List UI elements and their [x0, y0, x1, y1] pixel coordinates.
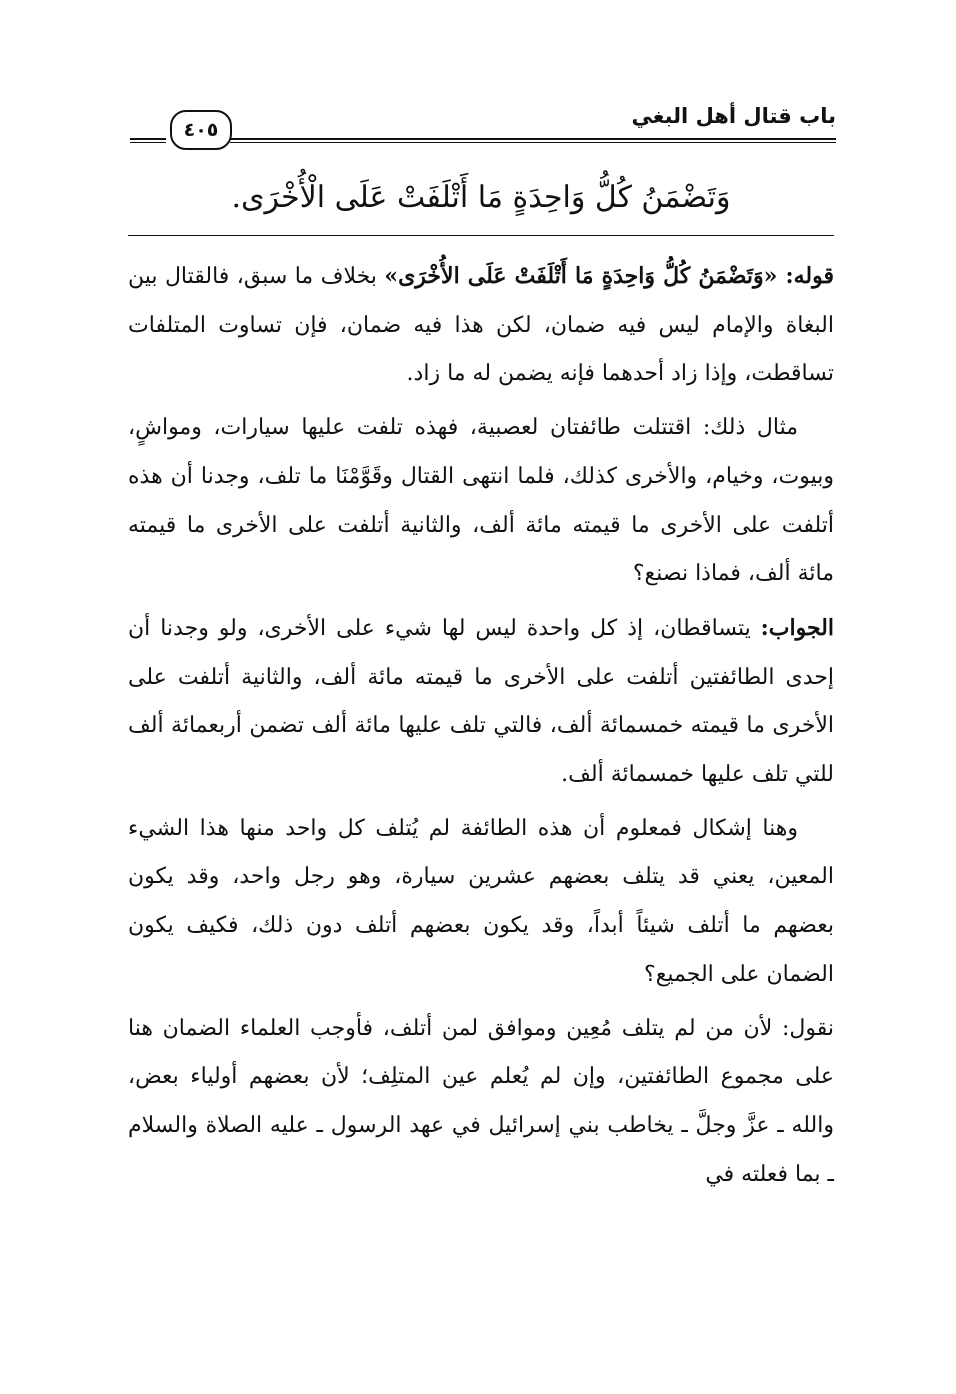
chapter-title: باب قتال أهل البغي [631, 104, 836, 128]
paragraph-1 [128, 252, 834, 399]
commentary-body [128, 252, 834, 1204]
paragraph-lead: قوله: [785, 263, 834, 289]
paragraph-2 [128, 404, 834, 599]
paragraph-4 [128, 805, 834, 1000]
paragraph-text: وهنا إشكال فمعلوم أن هذه الطائفة لم يُتلف كل واحد منها هذا الشيء المعين، يعني قد يتلف بعضهم عشرين سيارة، وهو رجل واحد، وقد يكون بعضهم ما أتلف شيئاً أبداً، وقد يكون بعضهم أتلف دون ذلك، فكيف يكون الضمان على الجميع؟ [128, 815, 834, 987]
paragraph-5 [128, 1005, 834, 1200]
paragraph-text: بخلاف ما سبق، فالقتال بين البغاة والإمام ليس فيه ضمان، لكن هذا فيه ضمان، فإن تساوت المتلفات تساقطت، وإذا زاد أحدهما فإنه يضمن له ما زاد. [128, 264, 834, 387]
paragraph-text: نقول: لأن من لم يتلف مُعِين وموافق لمن أتلف، فأوجب العلماء الضمان هنا على مجموع الطائفتين، وإن لم يُعلم عين المتلِف؛ لأن بعضهم أولياء بعض، والله ـ عزَّ وجلَّ ـ يخاطب بني إسرائيل في عهد الرسول ـ عليه الصلاة والسلام ـ بما فعلته في [128, 1015, 834, 1187]
page-number-frame [170, 110, 232, 150]
page-number: ٤٠٥ [183, 119, 219, 141]
matn-quote: «وَتَضْمَنُ كُلُّ وَاحِدَةٍ مَا أَتْلَفَتْ عَلَى الأُخْرَى» [384, 263, 786, 289]
header-rule-short [130, 138, 166, 143]
page-header [128, 98, 836, 148]
paragraph-lead: الجواب: [760, 614, 834, 641]
header-rule [230, 138, 836, 143]
matn-divider [128, 235, 834, 236]
paragraph-text: مثال ذلك: اقتتلت طائفتان لعصبية، فهذه تلفت عليها سيارات، ومواشٍ، وبيوت، وخيام، والأخرى كذلك، فلما انتهى القتال وقَوَّمْنَا ما تلف، وجدنا أن هذه أتلفت على الأخرى ما قيمته مائة ألف، والثانية أتلفت على الأخرى ما قيمته مائة ألف، فماذا نصنع؟ [128, 415, 834, 587]
matn-text: وَتَضْمَنُ كُلُّ وَاحِدَةٍ مَا أَتْلَفَتْ عَلَى الْأُخْرَى. [231, 180, 731, 215]
paragraph-text: يتساقطان، إذ كل واحدة ليس لها شيء على الأخرى، ولو وجدنا أن إحدى الطائفتين أتلفت على الأخرى ما قيمته مائة ألف، والثانية أتلفت على الأخرى ما قيمته خمسمائة ألف، فالتي تلف عليها مائة ألف تضمن أربعمائة ألف للتي تلف عليها خمسمائة ألف. [128, 615, 834, 788]
paragraph-3 [128, 604, 834, 800]
